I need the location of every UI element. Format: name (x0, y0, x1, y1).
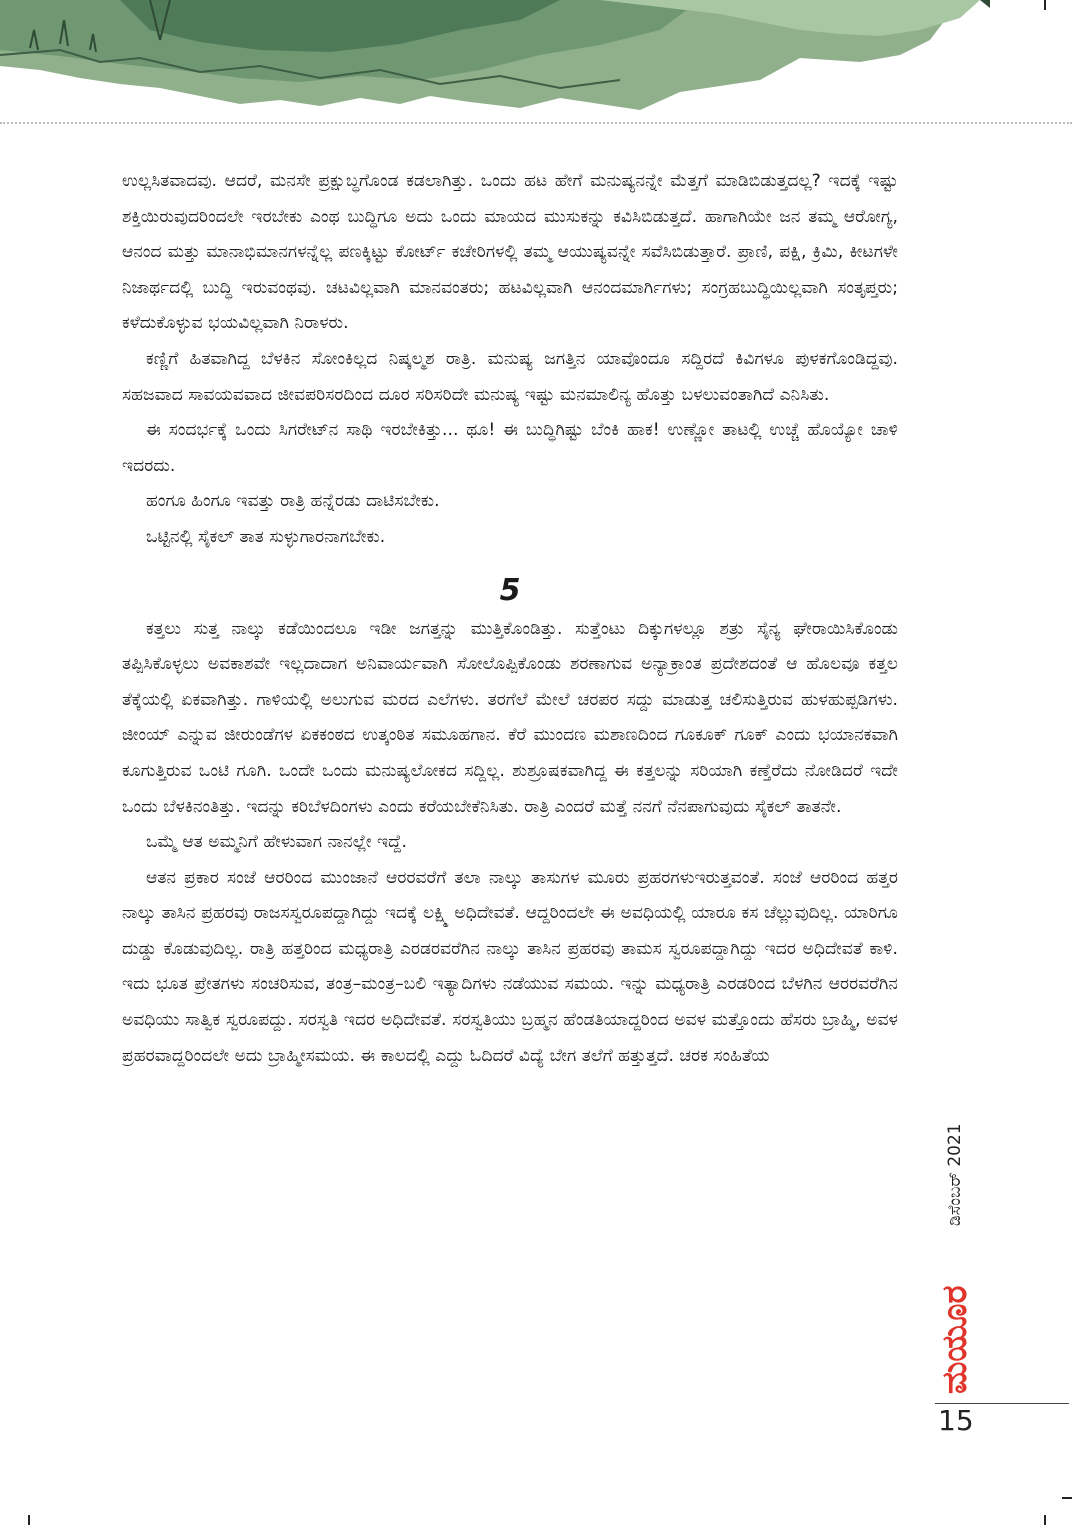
paragraph: ಒಟ್ಟಿನಲ್ಲಿ ಸೈಕಲ್ ತಾತ ಸುಳ್ಳುಗಾರನಾಗಬೇಕು. (146, 526, 386, 547)
paragraph: ಕಣ್ಣಿಗೆ ಹಿತವಾಗಿದ್ದ ಬೆಳಕಿನ ಸೋಂಕಿಲ್ಲದ ನಿಷ್ಕಲ್ಮಶ ರಾತ್ರಿ. ಮನುಷ್ಯ ಜಗತ್ತಿನ ಯಾವೊಂದೂ ಸದ್ದಿರದೆ ಕಿವಿಗಳೂ ಪುಳಕಗೊಂಡಿದ್ದವು. ಸಹಜವಾದ ಸಾವಯವವಾದ ಜೀವಪರಿಸರದಿಂದ ದೂರ ಸರಿಸರಿದೇ ಮನುಷ್ಯ ಇಷ್ಟು ಮನಮಾಲಿನ್ಯ ಹೊತ್ತು ಬಳಲುವಂತಾಗಿದೆ ಎನಿಸಿತು. (122, 348, 898, 405)
article-body (122, 164, 898, 1074)
crop-mark-bottom (1044, 1515, 1046, 1525)
section-number: 5 (499, 572, 521, 608)
paragraph: ಈ ಸಂದರ್ಭಕ್ಕೆ ಒಂದು ಸಿಗರೇಟ್‌ನ ಸಾಥಿ ಇರಬೇಕಿತ್ತು... ಥೂ! ಈ ಬುದ್ಧಿಗಿಷ್ಟು ಬೆಂಕಿ ಹಾಕ! ಉಣ್ಣೋ ತಾಟಲ್ಲಿ ಉಚ್ಚೆ ಹೊಯ್ಯೋ ಚಾಳಿ ಇದರದು. (122, 420, 898, 476)
crop-mark-bottom-left (28, 1515, 30, 1525)
header-dotted-rule (0, 122, 1072, 124)
crop-mark-right (1062, 1497, 1072, 1499)
magazine-logo: ಮಯೂರ (935, 1285, 975, 1395)
issue-date: ಡಿಸೆಂಬರ್ 2021 (945, 1123, 965, 1227)
paragraph: ಉಲ್ಲಸಿತವಾದವು. ಆದರೆ, ಮನಸೇ ಪ್ರಕ್ಷುಬ್ಧಗೊಂಡ ಕಡಲಾಗಿತ್ತು. ಒಂದು ಹಟ ಹೇಗೆ ಮನುಷ್ಯನನ್ನೇ ಮೆತ್ತಗೆ ಮಾಡಿಬಿಡುತ್ತದಲ್ಲ? ಇದಕ್ಕೆ ಇಷ್ಟು ಶಕ್ತಿಯಿರುವುದರಿಂದಲೇ ಇರಬೇಕು ಎಂಥ ಬುದ್ಧಿಗೂ ಅದು ಒಂದು ಮಾಯದ ಮುಸುಕನ್ನು ಕವಿಸಿಬಿಡುತ್ತದೆ. ಹಾಗಾಗಿಯೇ ಜನ ತಮ್ಮ ಆರೋಗ್ಯ, ಆನಂದ ಮತ್ತು ಮಾನಾಭಿಮಾನಗಳನ್ನೆಲ್ಲ ಪಣಕ್ಕಿಟ್ಟು ಕೋರ್ಟ್ ಕಚೇರಿಗಳಲ್ಲಿ ತಮ್ಮ ಆಯುಷ್ಯವನ್ನೇ ಸವೆಸಿಬಿಡುತ್ತಾರೆ. ಪ್ರಾಣಿ, ಪಕ್ಷಿ, ಕ್ರಿಮಿ, ಕೀಟಗಳೇ ನಿಜಾರ್ಥದಲ್ಲಿ ಬುದ್ಧಿ ಇರುವಂಥವು. ಚಟವಿಲ್ಲವಾಗಿ ಮಾನವಂತರು; ಹಟವಿಲ್ಲವಾಗಿ ಆನಂದಮಾರ್ಗಿಗಳು; ಸಂಗ್ರಹಬುದ್ಧಿಯಿಲ್ಲವಾಗಿ ಸಂತೃಪ್ತರು; ಕಳೆದುಕೊಳ್ಳುವ ಭಯವಿಲ್ಲವಾಗಿ ನಿರಾಳರು. (122, 171, 898, 334)
side-footer (935, 1085, 975, 1410)
paragraph: ಕತ್ತಲು ಸುತ್ತ ನಾಲ್ಕು ಕಡೆಯಿಂದಲೂ ಇಡೀ ಜಗತ್ತನ್ನು ಮುತ್ತಿಕೊಂಡಿತ್ತು. ಸುತ್ತೆಂಟು ದಿಕ್ಕುಗಳಲ್ಲೂ ಶತ್ರು ಸೈನ್ಯ ಘೇರಾಯಿಸಿಕೊಂಡು ತಪ್ಪಿಸಿಕೊಳ್ಳಲು ಅವಕಾಶವೇ ಇಲ್ಲದಾದಾಗ ಅನಿವಾರ್ಯವಾಗಿ ಸೋಲೊಪ್ಪಿಕೊಂಡು ಶರಣಾಗುವ ಅನ್ಯಾಕ್ರಾಂತ ಪ್ರದೇಶದಂತೆ ಆ ಹೊಲವೂ ಕತ್ತಲ ತೆಕ್ಕೆಯಲ್ಲಿ ಏಕವಾಗಿತ್ತು. ಗಾಳಿಯಲ್ಲಿ ಅಲುಗುವ ಮರದ ಎಲೆಗಳು. ತರಗೆಲೆ ಮೇಲೆ ಚರಪರ ಸದ್ದು ಮಾಡುತ್ತ ಚಲಿಸುತ್ತಿರುವ ಹುಳಹುಪ್ಪಡಿಗಳು. ಜೀಂಯ್ ಎನ್ನುವ ಜೀರುಂಡೆಗಳ ಏಕಕಂಠದ ಉತ್ಕಂಠಿತ ಸಮೂಹಗಾನ. ಕೆರೆ ಮುಂದಣ ಮಶಾಣದಿಂದ ಗೂಕೂಕ್ ಗೂಕ್ ಎಂದು ಭಯಾನಕವಾಗಿ ಕೂಗುತ್ತಿರುವ ಒಂಟಿ ಗೂಗಿ. ಒಂದೇ ಒಂದು ಮನುಷ್ಯಲೋಕದ ಸದ್ದಿಲ್ಲ. ಶುಶ್ರೂಷಕವಾಗಿದ್ದ ಈ ಕತ್ತಲನ್ನು ಸರಿಯಾಗಿ ಕಣ್ತೆರೆದು ನೋಡಿದರೆ ಇದೇ ಒಂದು ಬೆಳಕಿನಂತಿತ್ತು. ಇದನ್ನು ಕರಿಬೆಳದಿಂಗಳು ಎಂದು ಕರೆಯಬೇಕೆನಿಸಿತು. ರಾತ್ರಿ ಎಂದರೆ ಮತ್ತೆ ನನಗೆ ನೆನಪಾಗುವುದು ಸೈಕಲ್ ತಾತನೇ. (122, 618, 898, 817)
paragraph: ಆತನ ಪ್ರಕಾರ ಸಂಜೆ ಆರರಿಂದ ಮುಂಜಾನೆ ಆರರವರೆಗೆ ತಲಾ ನಾಲ್ಕು ತಾಸುಗಳ ಮೂರು ಪ್ರಹರಗಳುಇರುತ್ತವಂತೆ. ಸಂಜೆ ಆರರಿಂದ ಹತ್ತರ ನಾಲ್ಕು ತಾಸಿನ ಪ್ರಹರವು ರಾಜಸಸ್ವರೂಪದ್ದಾಗಿದ್ದು ಇದಕ್ಕೆ ಲಕ್ಷ್ಮಿ ಅಧಿದೇವತೆ. ಆದ್ದರಿಂದಲೇ ಈ ಅವಧಿಯಲ್ಲಿ ಯಾರೂ ಕಸ ಚೆಲ್ಲುವುದಿಲ್ಲ. ಯಾರಿಗೂ ದುಡ್ಡು ಕೊಡುವುದಿಲ್ಲ. ರಾತ್ರಿ ಹತ್ತರಿಂದ ಮಧ್ಯರಾತ್ರಿ ಎರಡರವರೆಗಿನ ನಾಲ್ಕು ತಾಸಿನ ಪ್ರಹರವು ತಾಮಸ ಸ್ವರೂಪದ್ದಾಗಿದ್ದು ಇದರ ಅಧಿದೇವತೆ ಕಾಳಿ. ಇದು ಭೂತ ಪ್ರೇತಗಳು ಸಂಚರಿಸುವ, ತಂತ್ರ–ಮಂತ್ರ–ಬಲಿ ಇತ್ಯಾದಿಗಳು ನಡೆಯುವ ಸಮಯ. ಇನ್ನು ಮಧ್ಯರಾತ್ರಿ ಎರಡರಿಂದ ಬೆಳಗಿನ ಆರರವರೆಗಿನ ಅವಧಿಯು ಸಾತ್ವಿಕ ಸ್ವರೂಪದ್ದು. ಸರಸ್ವತಿ ಇದರ ಅಧಿದೇವತೆ. ಸರಸ್ವತಿಯು ಬ್ರಹ್ಮನ ಹೆಂಡತಿಯಾದ್ದರಿಂದ ಅವಳ ಮತ್ತೊಂದು ಹೆಸರು ಬ್ರಾಹ್ಮಿ, ಅವಳ ಪ್ರಹರವಾದ್ದರಿಂದಲೇ ಅದು ಬ್ರಾಹ್ಮೀಸಮಯ. ಈ ಕಾಲದಲ್ಲಿ ಎದ್ದು ಓದಿದರೆ ವಿದ್ಯೆ ಬೇಗ ತಲೆಗೆ ಹತ್ತುತ್ತದೆ. ಚರಕ ಸಂಹಿತೆಯ (122, 867, 898, 1066)
crop-mark-top (1044, 0, 1046, 10)
header-watercolor-illustration (0, 0, 1072, 135)
page-number: 15 (938, 1404, 974, 1437)
paragraph: ಹಂಗೂ ಹಿಂಗೂ ಇವತ್ತು ರಾತ್ರಿ ಹನ್ನೆರಡು ದಾಟಿಸಬೇಕು. (146, 491, 440, 512)
paragraph: ಒಮ್ಮೆ ಆತ ಅಮ್ಮನಿಗೆ ಹೇಳುವಾಗ ನಾನಲ್ಲೇ ಇದ್ದೆ. (146, 832, 407, 853)
